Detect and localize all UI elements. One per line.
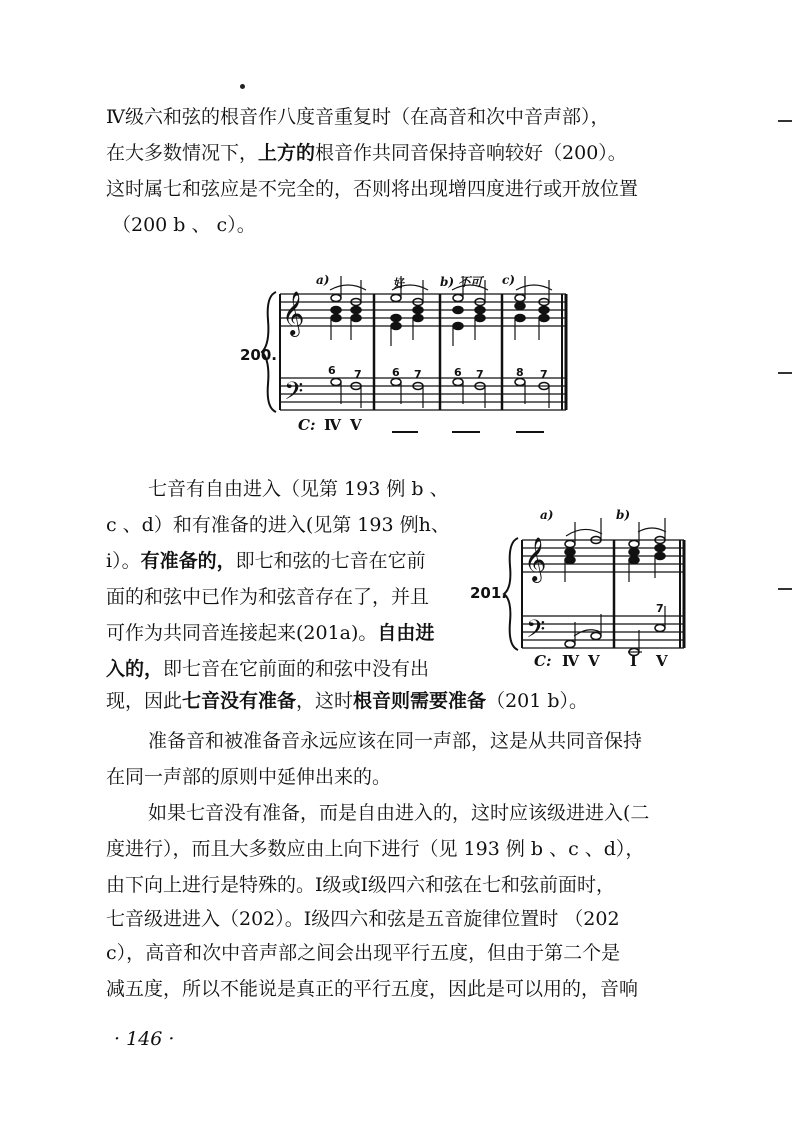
text-run: 度进行），而且大多数应由上向下进行（见 193 例 b 、c 、d）， (106, 838, 645, 860)
text-line (106, 688, 588, 714)
page-number: · 146 · (114, 1028, 175, 1050)
svg-text:𝄞: 𝄞 (282, 291, 305, 335)
bold-text: 自由进 (377, 622, 435, 644)
example-label-poor: 好 (394, 277, 405, 290)
figure: 7 (414, 368, 422, 381)
text-run: （200 b 、 c）。 (112, 214, 256, 236)
text-run: 在大多数情况下， (106, 142, 259, 164)
text-run: 即七和弦的七音在它前 (235, 550, 426, 572)
text-run: 现，因此 (106, 690, 183, 712)
roman-numeral: Ⅳ (562, 652, 580, 670)
text-run: 由下向上进行是特殊的。Ⅰ级或Ⅰ级四六和弦在七和弦前面时， (106, 874, 616, 896)
text-line (106, 764, 391, 790)
example-number-201: 201. (470, 584, 508, 602)
key-label: C: (534, 652, 552, 670)
text-run: ，这时 (296, 690, 354, 712)
text-run: 即七音在它前面的和弦中没有出 (163, 658, 430, 680)
text-run: 面的和弦中已作为和弦音存在了，并且 (106, 586, 430, 608)
text-run: 在同一声部的原则中延伸出来的。 (106, 766, 392, 788)
roman-numeral: Ⅴ (350, 416, 362, 434)
text-run: Ⅳ级六和弦的根音作八度音重复时（在高音和次中音声部）， (106, 106, 610, 128)
example-label-c: c) (502, 273, 515, 287)
example-label-b: b) (616, 508, 631, 522)
text-line (106, 940, 620, 966)
bold-text: 上方的 (258, 142, 316, 164)
figure: 7 (540, 368, 548, 381)
figure: 6 (328, 364, 336, 377)
text-run: 这时属七和弦应是不完全的，否则将出现增四度进行或开放位置 (106, 178, 639, 200)
roman-numeral: Ⅳ (324, 416, 342, 434)
text-run: （201 b）。 (486, 690, 589, 712)
roman-numeral: Ⅴ (656, 652, 668, 670)
text-run: i）。 (106, 550, 141, 572)
text-line (106, 906, 620, 932)
bold-text: 七音没有准备 (182, 690, 297, 712)
figure: 6 (454, 366, 462, 379)
roman-numeral: Ⅰ (630, 652, 638, 670)
text-run: 可作为共同音连接起来(201a)。 (106, 622, 378, 644)
bold-text: 根音则需要准备 (353, 690, 487, 712)
text-line (148, 728, 642, 754)
svg-text:𝄢: 𝄢 (526, 615, 546, 650)
roman-numeral: Ⅴ (588, 652, 600, 670)
text-run: 七音有自由进入（见第 193 例 b 、 (148, 478, 449, 500)
figure: 7 (656, 602, 664, 615)
svg-text:𝄞: 𝄞 (524, 537, 547, 581)
figure: 7 (476, 368, 484, 381)
example-label-a: a) (540, 508, 554, 522)
text-run: 减五度，所以不能说是真正的平行五度，因此是可以用的，音响 (106, 978, 639, 1000)
text-line (106, 872, 615, 898)
text-line (106, 836, 644, 862)
example-label-a: a) (316, 273, 330, 287)
bold-text: 入的， (106, 658, 164, 680)
text-line (148, 800, 649, 826)
key-label: C: (298, 416, 316, 434)
text-run: 准备音和被准备音永远应该在同一声部，这是从共同音保持 (148, 730, 643, 752)
text-run: c 、d）和有准备的进入(见第 193 例h、 (106, 514, 450, 536)
bold-text: 有准备的， (140, 550, 236, 572)
text-run: 七音级进进入（202）。Ⅰ级四六和弦是五音旋律位置时 （202 (106, 908, 620, 930)
svg-text:𝄢: 𝄢 (284, 377, 304, 412)
example-label-b: b) 不可 (440, 275, 483, 289)
text-run: 根音作共同音保持音响较好（200）。 (315, 142, 627, 164)
figure: 8 (516, 366, 524, 379)
text-run: c），高音和次中音声部之间会出现平行五度，但由于第二个是 (106, 942, 621, 964)
text-run: 如果七音没有准备，而是自由进入的，这时应该级进进入(二 (148, 802, 650, 824)
figure: 6 (392, 366, 400, 379)
example-number-200: 200. (240, 346, 278, 364)
figure: 7 (354, 368, 362, 381)
text-line (106, 976, 638, 1002)
